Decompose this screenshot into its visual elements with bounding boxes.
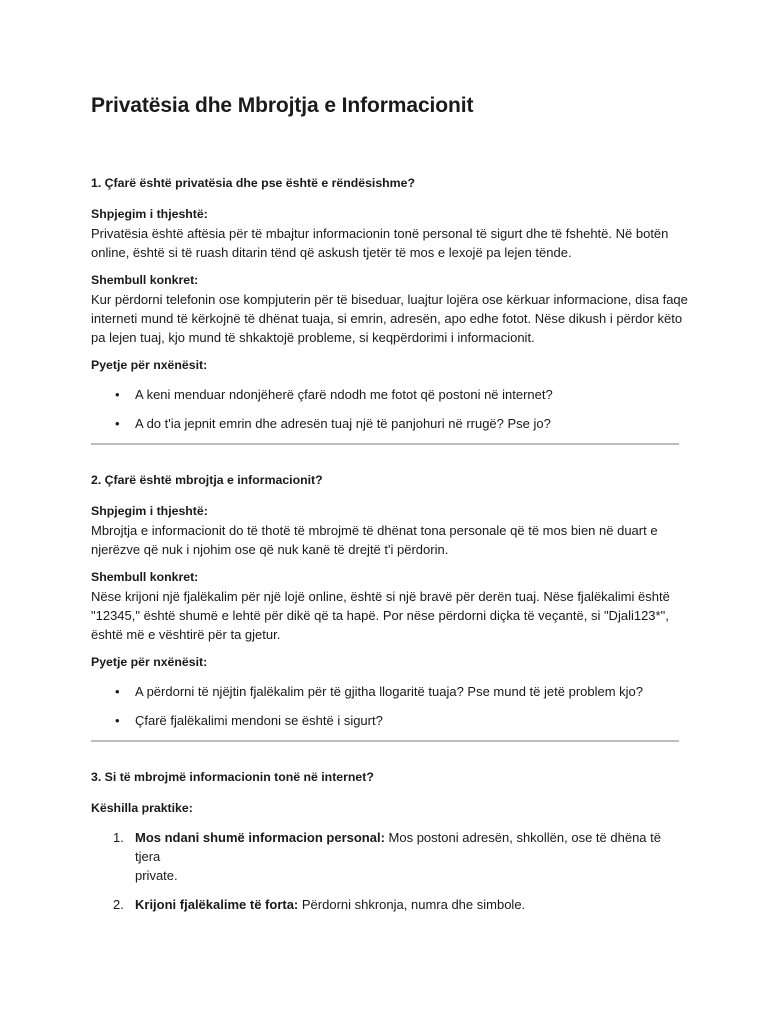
questions-list [91, 385, 679, 433]
question-text: A keni menduar ndonjëherë çfarë ndodh me fotot që postoni në internet? [135, 387, 553, 402]
questions-label: Pyetje për nxënësit: [91, 358, 208, 372]
section-2 [91, 471, 679, 730]
list-item [91, 385, 679, 404]
list-item [91, 895, 679, 914]
list-item [91, 682, 679, 701]
example-label: Shembull konkret: [91, 273, 199, 287]
explain-line: Privatësia është aftësia për të mbajtur informacionin tonë personal të sigurt dhe të fshehtë. Në botën [91, 226, 669, 241]
questions-list [91, 682, 679, 730]
tip-title: Krijoni fjalëkalime të forta: [135, 897, 299, 912]
explain-label: Shpjegim i thjeshtë: [91, 207, 208, 221]
tip-text-continued: private. [135, 868, 178, 883]
example-line: pa lejen tuaj, kjo mund të shkaktojë probleme, si keqpërdorimi i informacionit. [91, 330, 535, 345]
section-1 [91, 174, 688, 433]
questions-label: Pyetje për nxënësit: [91, 655, 208, 669]
explain-line: njerëzve që nuk i njohim ose që nuk kanë të drejtë t'i përdorin. [91, 542, 449, 557]
explain-line: online, është si të ruash ditarin tënd që askush tjetër të mos e lexojë pa lejen tënde. [91, 245, 572, 260]
section-divider [91, 740, 679, 742]
example-label: Shembull konkret: [91, 570, 199, 584]
section-heading: 3. Si të mbrojmë informacionin tonë në internet? [91, 770, 374, 784]
list-number: 1. [113, 830, 124, 845]
tips-list [91, 828, 679, 914]
bullet-icon: • [115, 387, 120, 402]
example-line: "12345," është shumë e lehtë për dikë që ta hapë. Por nëse përdorni diçka të veçantë, si "Djali123*", [91, 608, 669, 623]
explain-label: Shpjegim i thjeshtë: [91, 504, 208, 518]
list-item [91, 828, 679, 885]
tips-label: Këshilla praktike: [91, 801, 193, 815]
question-text: A përdorni të njëjtin fjalëkalim për të gjitha llogaritë tuaja? Pse mund të jetë problem kjo? [135, 684, 644, 699]
example-line: është më e vështirë për ta gjetur. [91, 627, 281, 642]
bullet-icon: • [115, 416, 120, 431]
example-line: Kur përdorni telefonin ose kompjuterin për të biseduar, luajtur lojëra ose kërkuar informacione, disa faqe [91, 292, 688, 307]
section-heading: 2. Çfarë është mbrojtja e informacionit? [91, 473, 323, 487]
list-item [91, 711, 679, 730]
question-text: A do t'ia jepnit emrin dhe adresën tuaj një të panjohuri në rrugë? Pse jo? [135, 416, 551, 431]
explain-line: Mbrojtja e informacionit do të thotë të mbrojmë të dhënat tona personale që të mos bien në duart e [91, 523, 658, 538]
section-divider [91, 443, 679, 445]
page-title: Privatësia dhe Mbrojtja e Informacionit [91, 94, 474, 117]
tip-text: Përdorni shkronja, numra dhe simbole. [298, 897, 526, 912]
list-number: 2. [113, 897, 124, 912]
example-line: interneti mund të kërkojnë të dhënat tuaja, si emrin, adresën, apo edhe fotot. Nëse dikush i përdor këto [91, 311, 683, 326]
bullet-icon: • [115, 713, 120, 728]
question-text: Çfarë fjalëkalimi mendoni se është i sigurt? [135, 713, 383, 728]
tip-text: Mos postoni adresën, shkollën, ose të dhëna të tjera [135, 830, 661, 864]
example-line: Nëse krijoni një fjalëkalim për një lojë online, është si një bravë për derën tuaj. Nëse fjalëkalimi është [91, 589, 670, 604]
section-3 [91, 768, 679, 914]
tip-title: Mos ndani shumë informacion personal: [135, 830, 385, 845]
list-item [91, 414, 679, 433]
section-heading: 1. Çfarë është privatësia dhe pse është e rëndësishme? [91, 176, 415, 190]
bullet-icon: • [115, 684, 120, 699]
